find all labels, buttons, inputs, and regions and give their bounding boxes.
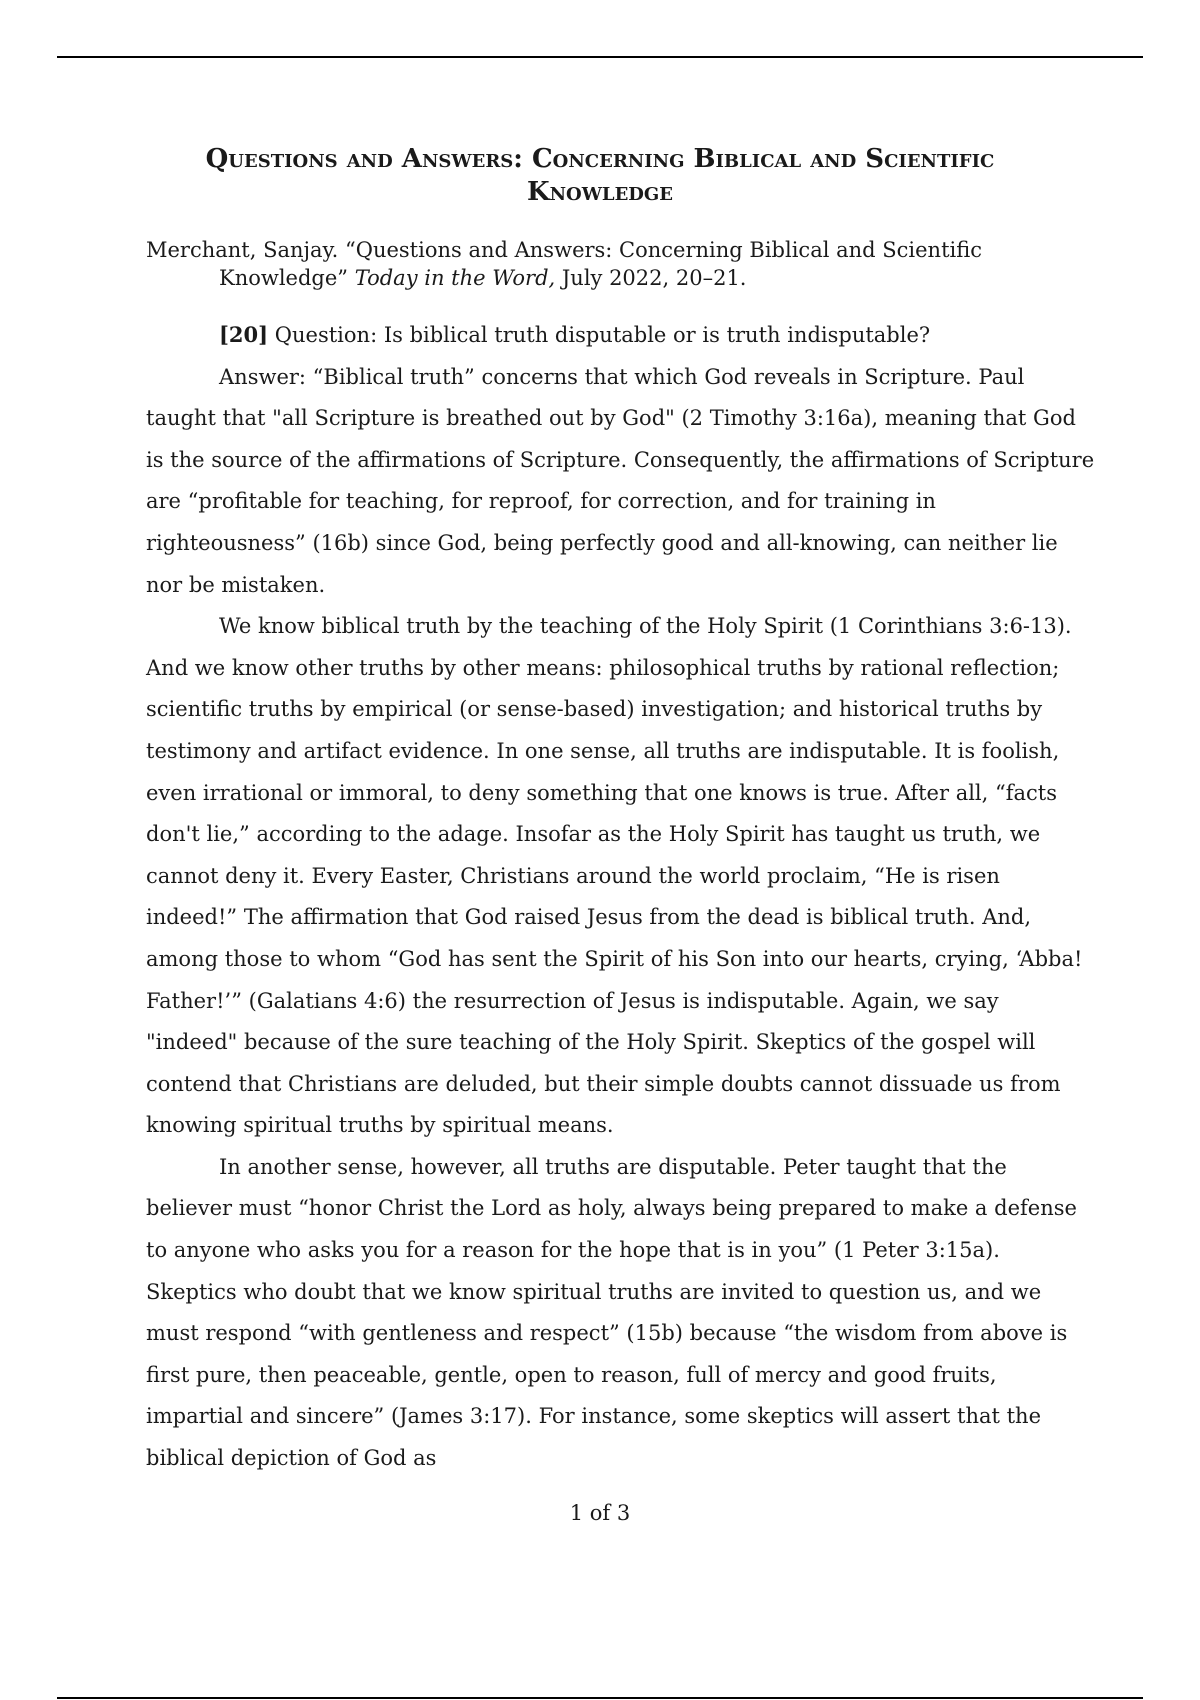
citation-line-2 xyxy=(146,264,1096,292)
bibliographic-citation xyxy=(146,236,1096,292)
citation-publication: Today in the Word, xyxy=(354,266,556,290)
bottom-rule xyxy=(57,1697,1143,1699)
body-paragraph: In another sense, however, all truths are disputable. Peter taught that the believer must “honor Christ the Lord as holy, always being prepared to make a defense to anyone who asks you for a reason for the hope that is in you” (1 Peter 3:15a). Skeptics who doubt that we know spiritual truths are invited to question us, and we must respond “with gentleness and respect” (15b) because “the wisdom from above is first pure, then peaceable, gentle, open to reason, full of mercy and good fruits, impartial and sincere” (James 3:17). For instance, some skeptics will assert that the biblical depiction of God as xyxy=(146,1154,1077,1471)
title-line-1: Questions and Answers: Concerning Biblical and Scientific xyxy=(205,144,995,174)
document-title xyxy=(146,143,1054,209)
article-body xyxy=(146,314,1096,1480)
citation-author: Merchant, Sanjay. xyxy=(146,238,339,262)
top-rule xyxy=(57,56,1143,58)
citation-article: “Questions and Answers: Concerning Biblical and Scientific xyxy=(345,238,983,262)
question-text: Question: Is biblical truth disputable or is truth indisputable? xyxy=(274,323,931,347)
question-paragraph xyxy=(146,314,1096,357)
citation-article-end: Knowledge” xyxy=(219,266,349,290)
page-number: 1 of 3 xyxy=(569,1501,631,1525)
body-paragraph: We know biblical truth by the teaching of the Holy Spirit (1 Corinthians 3:6-13). And we know other truths by other means: philosophical truths by rational reflection; scientific truths by empirical (or sense-based) investigation; and historical truths by testimony and artifact evidence. In one sense, all truths are indisputable. It is foolish, even irrational or immoral, to deny something that one knows is true. After all, “facts don't lie,” according to the adage. Insofar as the Holy Spirit has taught us truth, we cannot deny it. Every Easter, Christians around the world proclaim, “He is risen indeed!” The affirmation that God raised Jesus from the dead is biblical truth. And, among those to whom “God has sent the Spirit of his Son into our hearts, crying, ‘Abba! Father!’” (Galatians 4:6) the resurrection of Jesus is indisputable. Again, we say "indeed" because of the sure teaching of the Holy Spirit. Skeptics of the gospel will contend that Christians are deluded, but their simple doubts cannot dissuade us from knowing spiritual truths by spiritual means. xyxy=(146,614,1083,1138)
title-line-2: Knowledge xyxy=(526,177,674,207)
page-marker: [20] xyxy=(219,322,269,347)
body-paragraph: Answer: “Biblical truth” concerns that which God reveals in Scripture. Paul taught that "all Scripture is breathed out by God" (2 Timothy 3:16a), meaning that God is the source of the affirmations of Scripture. Consequently, the affirmations of Scripture are “profitable for teaching, for reproof, for correction, and for training in righteousness” (16b) since God, being perfectly good and all-knowing, can neither lie nor be mistaken. xyxy=(146,364,1095,597)
citation-date-pages: July 2022, 20–21. xyxy=(561,266,747,290)
